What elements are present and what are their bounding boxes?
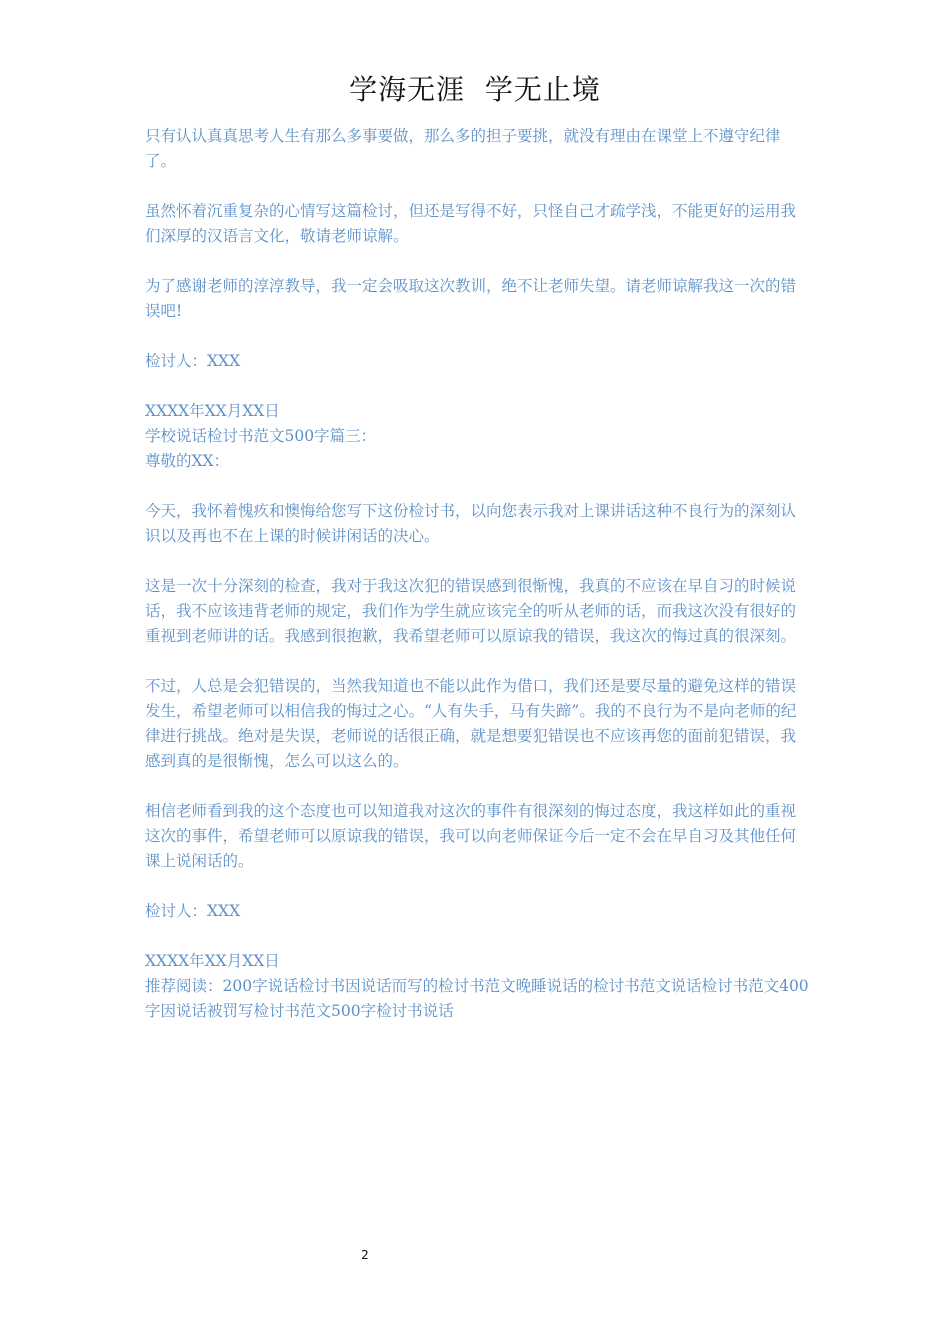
paragraph: 只有认认真真思考人生有那么多事要做，那么多的担子要挑，就没有理由在课堂上不遵守纪律了。 [145,127,781,170]
date-line: XXXX年XX月XX日 [145,402,280,420]
paragraph-spacer [145,374,809,399]
paragraph-spacer [145,249,809,274]
paragraph-spacer [145,649,809,674]
paragraph-spacer [145,774,809,799]
document-body [145,124,809,1024]
signer-line: 检讨人：XXX [145,352,241,370]
paragraph-spacer [145,324,809,349]
paragraph: 这是一次十分深刻的检查，我对于我这次犯的错误感到很惭愧，我真的不应该在早自习的时候说话，我不应该违背老师的规定，我们作为学生就应该完全的听从老师的话，而我这次没有很好的重视到老师讲的话。我感到很抱歉，我希望老师可以原谅我的错误，我这次的悔过真的很深刻。 [145,577,797,645]
page-header-title: 学海无涯 学无止境 [349,73,601,106]
page-number: 2 [361,1248,369,1262]
paragraph: 为了感谢老师的淳淳教导，我一定会吸取这次教训，绝不让老师失望。请老师谅解我这一次的错误吧! [145,277,797,320]
paragraph: 相信老师看到我的这个态度也可以知道我对这次的事件有很深刻的悔过态度，我这样如此的重视这次的事件，希望老师可以原谅我的错误，我可以向老师保证今后一定不会在早自习及其他任何课上说闲话的。 [145,802,797,870]
date-line: XXXX年XX月XX日 [145,952,280,970]
paragraph-spacer [145,174,809,199]
paragraph: 今天，我怀着愧疚和懊悔给您写下这份检讨书，以向您表示我对上课讲话这种不良行为的深刻认识以及再也不在上课的时候讲闲话的决心。 [145,502,797,545]
signer-line: 检讨人：XXX [145,902,241,920]
paragraph-spacer [145,549,809,574]
salutation: 尊敬的XX： [145,452,230,470]
recommended-reading: 推荐阅读：200字说话检讨书因说话而写的检讨书范文晚睡说话的检讨书范文说话检讨书范文400字因说话被罚写检讨书范文500字检讨书说话 [145,977,809,1020]
paragraph-spacer [145,474,809,499]
paragraph: 虽然怀着沉重复杂的心情写这篇检讨，但还是写得不好，只怪自己才疏学浅，不能更好的运用我们深厚的汉语言文化，敬请老师谅解。 [145,202,797,245]
paragraph: 不过，人总是会犯错误的，当然我知道也不能以此作为借口，我们还是要尽量的避免这样的错误发生，希望老师可以相信我的悔过之心。“人有失手，马有失蹄”。我的不良行为不是向老师的纪律进行挑战。绝对是失误，老师说的话很正确，就是想要犯错误也不应该再您的面前犯错误，我感到真的是很惭愧，怎么可以这么的。 [145,677,797,770]
section-title: 学校说话检讨书范文500字篇三： [145,427,377,445]
paragraph-spacer [145,874,809,899]
paragraph-spacer [145,924,809,949]
